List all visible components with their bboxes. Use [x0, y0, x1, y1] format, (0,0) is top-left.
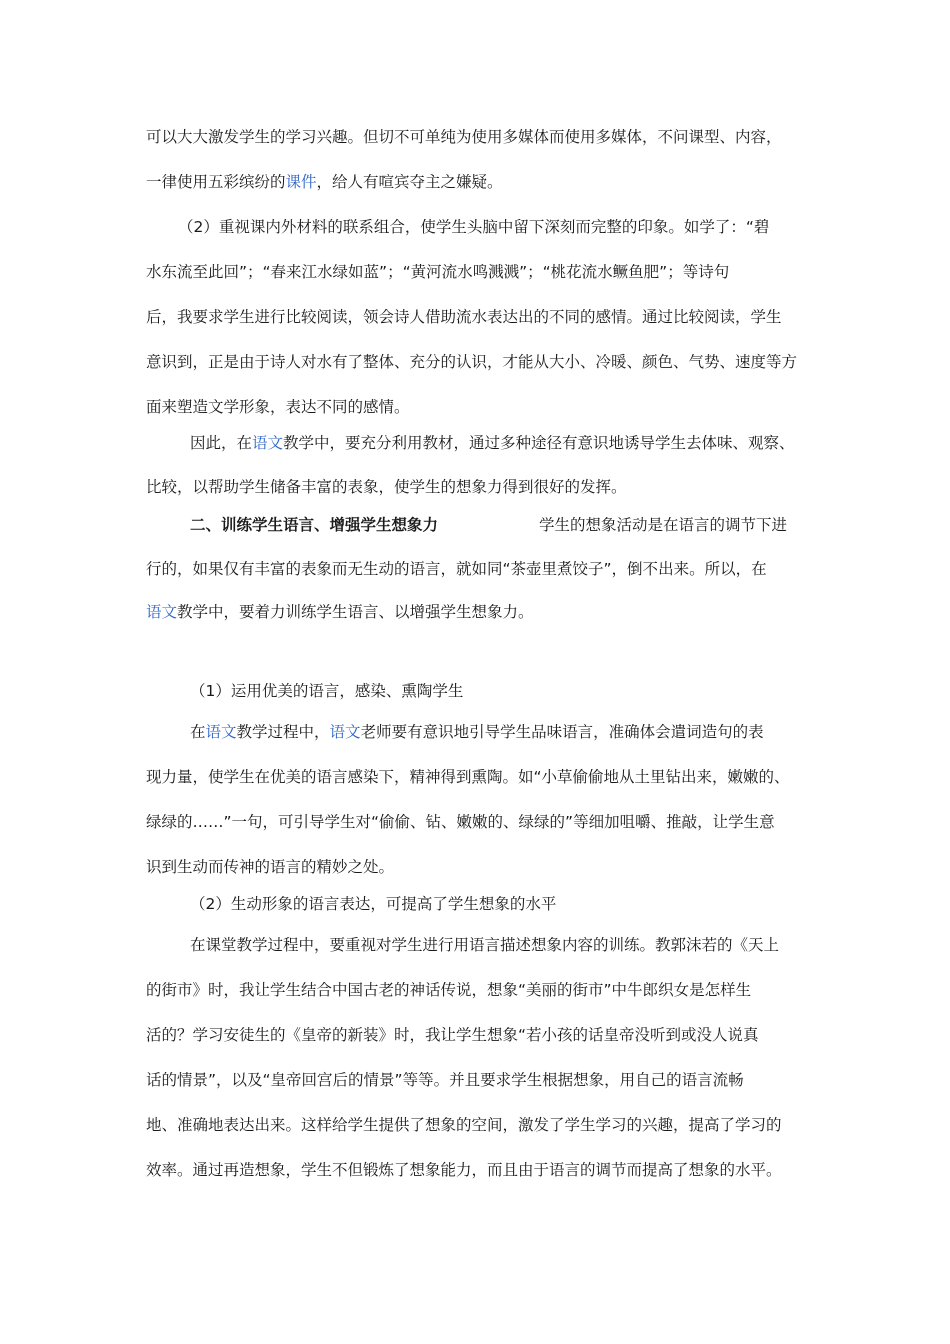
- paragraph-text: [146, 170, 503, 194]
- text-line: [0, 557, 950, 581]
- text-line: [0, 125, 950, 149]
- paragraph-text: 效率。通过再造想象，学生不但锻炼了想象能力，而且由于语言的调节而提高了想象的水平。: [146, 1161, 782, 1179]
- text-line: [0, 720, 950, 744]
- text-line: [0, 855, 950, 879]
- text-line: [0, 475, 950, 499]
- paragraph-text: 绿绿的……”一句，可引导学生对“偷偷、钻、嫩嫩的、绿绿的”等细加咀嚼、推敲，让学生意: [146, 813, 775, 831]
- paragraph-text: [190, 431, 795, 455]
- text-line: [0, 431, 950, 455]
- text-line: [0, 170, 950, 194]
- text-run: 老师要有意识地引导学生品味语言，准确体会遣词造句的表: [360, 723, 764, 741]
- text-line: [0, 260, 950, 284]
- paragraph-text: 水东流至此回”；“春来江水绿如蓝”；“黄河流水鸣溅溅”；“桃花流水鳜鱼肥”；等诗句: [146, 263, 730, 281]
- paragraph-text: 活的？学习安徒生的《皇帝的新装》时，我让学生想象“若小孩的话皇帝没听到或没人说真: [146, 1026, 759, 1044]
- text-run: 教学中，要充分利用教材，通过多种途径有意识地诱导学生去体味、观察、: [283, 434, 795, 452]
- subsection-heading: （2）生动形象的语言表达，可提高了学生想象的水平: [190, 895, 557, 913]
- text-line: [0, 395, 950, 419]
- paragraph-text: [146, 600, 534, 624]
- paragraph-text: 后，我要求学生进行比较阅读，领会诗人借助流水表达出的不同的感情。通过比较阅读，学生: [146, 308, 782, 326]
- chinese-link[interactable]: 语文: [205, 723, 237, 741]
- text-line: [0, 1158, 950, 1182]
- text-run: 教学中，要着力训练学生语言、以增强学生想象力。: [177, 603, 534, 621]
- paragraph-text: 识到生动而传神的语言的精妙之处。: [146, 858, 395, 876]
- paragraph-text: 学生的想象活动是在语言的调节下进: [539, 516, 788, 534]
- text-line: [0, 892, 950, 916]
- text-line: [0, 978, 950, 1002]
- text-line: [0, 513, 950, 537]
- section-heading: 二、训练学生语言、增强学生想象力: [190, 516, 439, 534]
- chinese-link[interactable]: 语文: [146, 603, 178, 621]
- courseware-link[interactable]: 课件: [285, 173, 317, 191]
- text-line: [0, 305, 950, 329]
- text-run: ，给人有喧宾夺主之嫌疑。: [316, 173, 503, 191]
- paragraph-text: 意识到，正是由于诗人对水有了整体、充分的认识，才能从大小、冷暖、颜色、气势、速度等方: [146, 353, 798, 371]
- paragraph-text: 比较，以帮助学生储备丰富的表象，使学生的想象力得到很好的发挥。: [146, 478, 627, 496]
- subsection-heading: （1）运用优美的语言，感染、熏陶学生: [190, 682, 464, 700]
- chinese-link[interactable]: 语文: [329, 723, 361, 741]
- paragraph-text: 话的情景”，以及“皇帝回宫后的情景”等等。并且要求学生根据想象，用自己的语言流畅: [146, 1071, 744, 1089]
- paragraph-text: 的街市》时，我让学生结合中国古老的神话传说，想象“美丽的街市”中牛郎织女是怎样生: [146, 981, 752, 999]
- text-line: [0, 933, 950, 957]
- text-line: [0, 600, 950, 624]
- text-line: [0, 1113, 950, 1137]
- text-run: 因此，在: [190, 434, 253, 452]
- paragraph-text: 在课堂教学过程中，要重视对学生进行用语言描述想象内容的训练。教郭沫若的《天上: [190, 936, 780, 954]
- paragraph-text: 可以大大激发学生的学习兴趣。但切不可单纯为使用多媒体而使用多媒体，不问课型、内容，: [146, 128, 782, 146]
- paragraph-text: 行的，如果仅有丰富的表象而无生动的语言，就如同“茶壶里煮饺子”，倒不出来。所以，在: [146, 560, 767, 578]
- paragraph-text: 地、准确地表达出来。这样给学生提供了想象的空间，激发了学生学习的兴趣，提高了学习的: [146, 1116, 782, 1134]
- text-run: 在: [190, 723, 206, 741]
- paragraph-text: （2）重视课内外材料的联系组合，使学生头脑中留下深刻而完整的印象。如学了：“碧: [178, 218, 770, 236]
- text-line: [0, 765, 950, 789]
- paragraph-text: 面来塑造文学形象，表达不同的感情。: [146, 398, 410, 416]
- text-line: [0, 1068, 950, 1092]
- text-run: 一律使用五彩缤纷的: [146, 173, 286, 191]
- text-line: [0, 1023, 950, 1047]
- text-run: 教学过程中，: [236, 723, 330, 741]
- paragraph-text: [190, 720, 764, 744]
- text-line: [0, 350, 950, 374]
- paragraph-text: 现力量，使学生在优美的语言感染下，精神得到熏陶。如“小草偷偷地从土里钻出来，嫩嫩的、: [146, 768, 790, 786]
- text-line: [0, 810, 950, 834]
- text-line: [0, 679, 950, 703]
- chinese-link[interactable]: 语文: [252, 434, 284, 452]
- text-line: [0, 215, 950, 239]
